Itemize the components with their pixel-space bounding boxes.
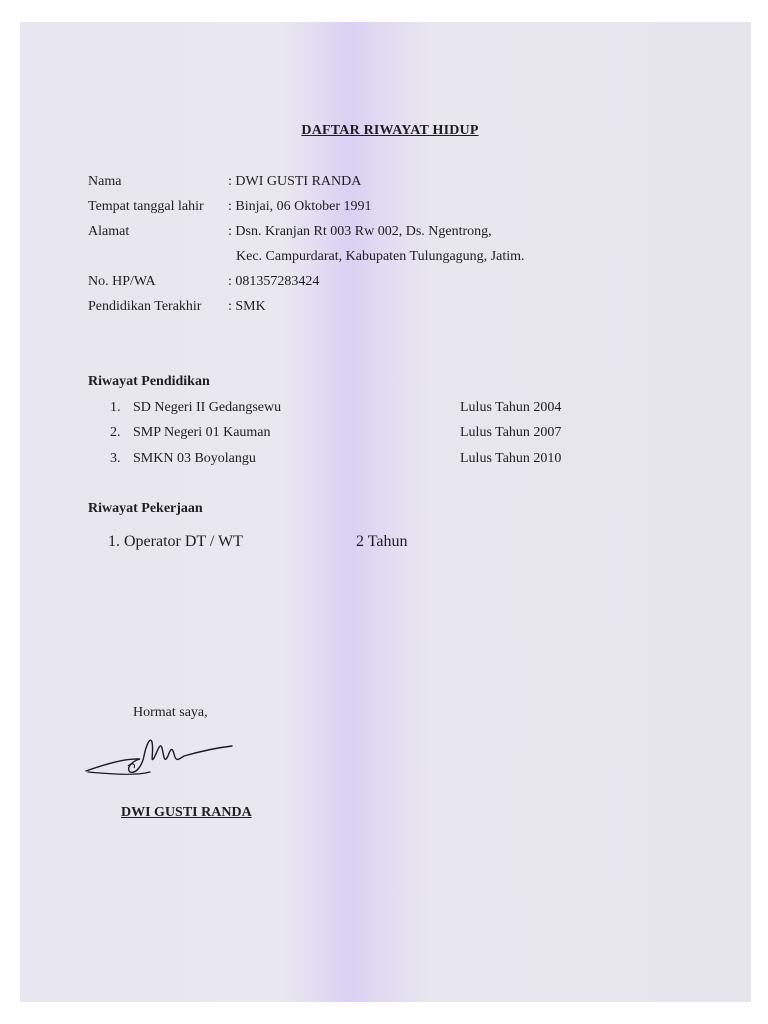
value-hp: : 081357283424 (228, 274, 320, 289)
signature-image (80, 728, 240, 788)
list-number: 1. (110, 400, 121, 415)
graduation-year: Lulus Tahun 2010 (460, 451, 562, 466)
document-title: DAFTAR RIWAYAT HIDUP (301, 123, 479, 138)
value-ttl: : Binjai, 06 Oktober 1991 (228, 199, 372, 214)
value-pendidikan: : SMK (228, 299, 266, 314)
work-heading: Riwayat Pekerjaan (88, 501, 203, 516)
label-hp: No. HP/WA (88, 274, 156, 289)
list-number: 2. (110, 425, 121, 440)
school-name: SMP Negeri 01 Kauman (133, 425, 271, 440)
list-number: 3. (110, 451, 121, 466)
school-name: SMKN 03 Boyolangu (133, 451, 256, 466)
school-name: SD Negeri II Gedangsewu (133, 400, 282, 415)
value-nama: : DWI GUSTI RANDA (228, 174, 362, 189)
closing-text: Hormat saya, (133, 705, 208, 720)
value-alamat-line1: : Dsn. Kranjan Rt 003 Rw 002, Ds. Ngentrong, (228, 224, 492, 239)
job-title: 1. Operator DT / WT (108, 533, 243, 550)
graduation-year: Lulus Tahun 2007 (460, 425, 562, 440)
label-alamat: Alamat (88, 224, 130, 239)
job-duration: 2 Tahun (356, 533, 408, 550)
label-ttl: Tempat tanggal lahir (88, 199, 204, 214)
value-alamat-line2: Kec. Campurdarat, Kabupaten Tulungagung, Jatim. (236, 249, 525, 264)
label-pendidikan: Pendidikan Terakhir (88, 299, 202, 314)
label-nama: Nama (88, 174, 122, 189)
signer-name: DWI GUSTI RANDA (121, 805, 252, 820)
graduation-year: Lulus Tahun 2004 (460, 400, 562, 415)
education-heading: Riwayat Pendidikan (88, 374, 210, 389)
